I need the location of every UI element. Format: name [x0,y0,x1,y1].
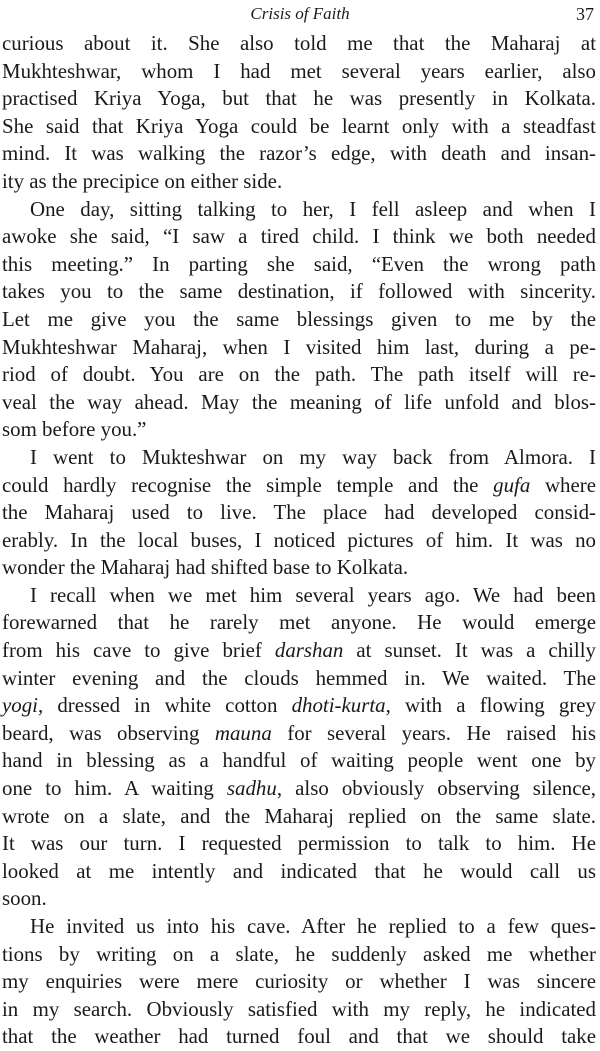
running-title: Crisis of Faith [250,4,350,23]
text-line [2,168,596,196]
italic-term: yogi [2,693,38,718]
text-segment: tions by writing on a slate, he suddenly asked me whether [2,941,596,966]
text-line [2,582,596,610]
text-segment: one to him. A waiting [2,776,227,801]
text-line [2,306,596,334]
text-line [2,554,596,582]
running-head [0,4,600,30]
text-segment: that the weather had turned foul and that we should take [2,1024,596,1049]
text-segment: , also obviously observing silence, [276,776,596,801]
text-segment: , with a flowing grey [385,693,596,718]
text-segment: could hardly recognise the simple temple and the [2,472,494,497]
body-text [2,30,596,1051]
italic-term: sadhu [226,776,277,801]
text-segment: the Maharaj used to live. The place had developed consid- [2,500,596,525]
italic-term: mauna [214,720,272,745]
text-segment: wrote on a slate, and the Maharaj replied on the same slate. [2,803,596,828]
text-line [2,858,596,886]
text-segment: takes you to the same destination, if followed with sincerity. [2,279,596,304]
text-line [2,472,596,500]
text-segment: It was our turn. I requested permission to talk to him. He [2,831,596,856]
text-segment: , dressed in white cotton [37,693,292,718]
text-segment: where [530,472,596,497]
italic-term: gufa [493,472,531,497]
text-segment: veal the way ahead. May the meaning of life unfold and blos- [2,389,596,414]
text-segment: mind. It was walking the razor’s edge, with death and insan- [2,141,596,166]
text-line [2,196,596,224]
text-segment: winter evening and the clouds hemmed in. We waited. The [2,665,596,690]
text-line [2,968,596,996]
text-line [2,941,596,969]
text-line [2,334,596,362]
text-segment: hand in blessing as a handful of waiting people went one by [2,748,596,773]
text-segment: One day, sitting talking to her, I fell asleep and when I [30,196,596,221]
text-line [2,637,596,665]
text-line [2,389,596,417]
text-line [2,830,596,858]
page-number: 37 [576,4,594,24]
text-line [2,223,596,251]
text-segment: beard, was observing [2,720,215,745]
text-segment: curious about it. She also told me that the Maharaj at [2,31,596,55]
text-line [2,499,596,527]
text-line [2,444,596,472]
text-line [2,361,596,389]
text-line [2,416,596,444]
text-line [2,885,596,913]
text-segment: looked at me intently and indicated that he would call us [2,858,596,883]
text-line [2,913,596,941]
text-line [2,665,596,693]
text-line [2,720,596,748]
text-segment: She said that Kriya Yoga could be learnt only with a steadfast [2,113,596,138]
text-line [2,996,596,1024]
text-line [2,140,596,168]
text-segment: soon. [2,886,47,911]
text-segment: wonder the Maharaj had shifted base to Kolkata. [2,555,409,580]
text-line [2,803,596,831]
text-segment: Mukhteshwar Maharaj, when I visited him last, during a pe- [2,334,596,359]
text-segment: for several years. He raised his [271,720,596,745]
text-segment: erably. In the local buses, I noticed pictures of him. It was no [2,527,596,552]
text-segment: I recall when we met him several years ago. We had been [30,582,596,607]
text-segment: this meeting.” In parting she said, “Even the wrong path [2,251,596,276]
text-line [2,775,596,803]
text-line [2,30,596,58]
text-segment: from his cave to give brief [2,638,275,663]
text-segment: He invited us into his cave. After he replied to a few ques- [30,914,596,938]
text-line [2,58,596,86]
text-segment: my enquiries were mere curiosity or whether I was sincere [2,969,596,994]
italic-term: darshan [274,638,344,663]
text-segment: I went to Mukteshwar on my way back from Almora. I [30,444,596,469]
text-line [2,278,596,306]
text-segment: Mukhteshwar, whom I had met several years earlier, also [2,58,596,83]
text-line [2,747,596,775]
text-segment: at sunset. It was a chilly [343,638,596,663]
text-segment: riod of doubt. You are on the path. The path itself will re- [2,362,596,387]
text-segment: som before you.” [2,417,147,442]
text-line [2,85,596,113]
italic-term: dhoti-kurta [291,693,386,718]
text-segment: practised Kriya Yoga, but that he was presently in Kolkata. [2,86,596,111]
text-segment: forewarned that he rarely met anyone. He would emerge [2,610,596,635]
text-line [2,113,596,141]
text-segment: Let me give you the same blessings given to me by the [2,306,596,331]
text-line [2,1023,596,1051]
text-segment: in my search. Obviously satisfied with my reply, he indicated [2,996,596,1021]
text-line [2,609,596,637]
text-segment: awoke she said, “I saw a tired child. I think we both needed [2,224,596,249]
text-line [2,251,596,279]
text-line [2,527,596,555]
text-segment: ity as the precipice on either side. [2,168,283,193]
text-line [2,692,596,720]
